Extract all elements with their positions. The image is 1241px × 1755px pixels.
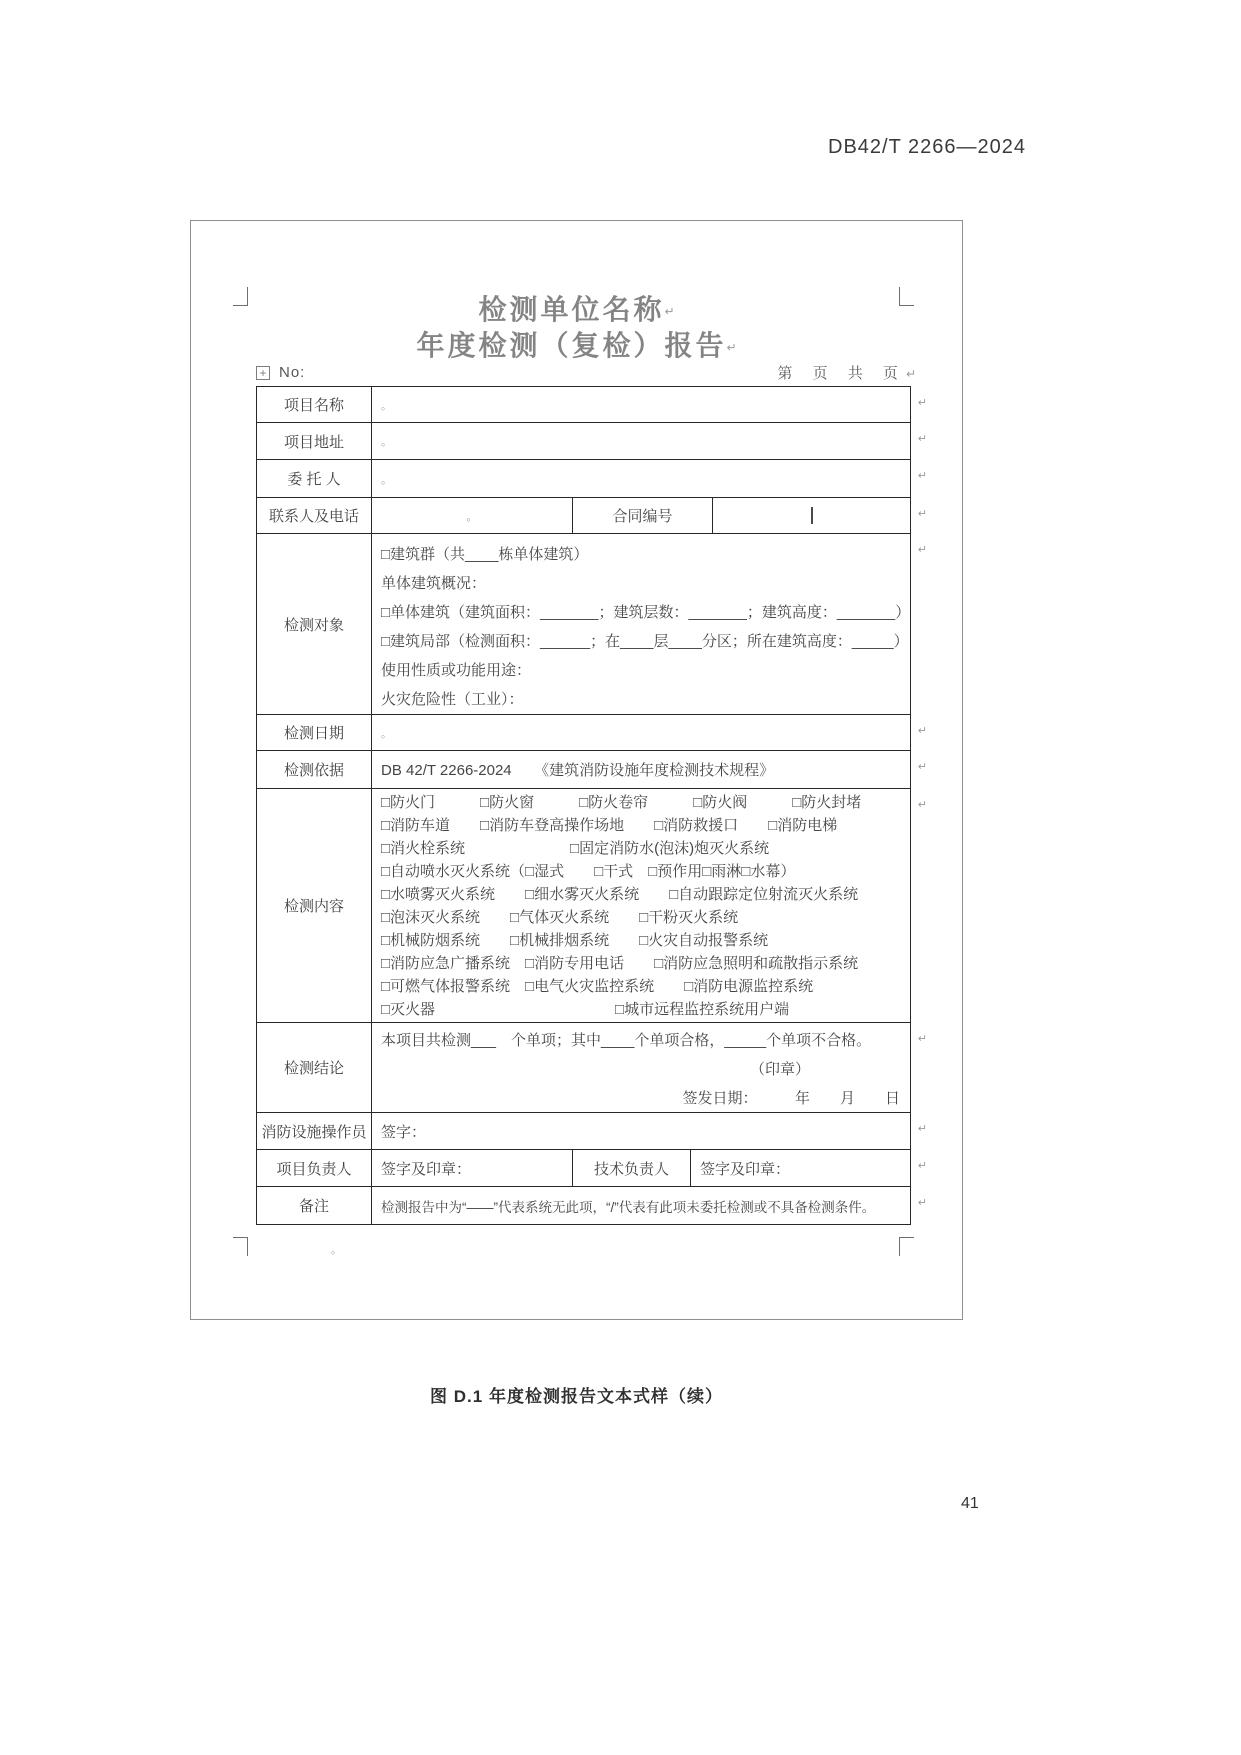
end-of-cell-mark: 。 (381, 436, 392, 448)
cell-contact-value (372, 498, 572, 533)
pagination-group (777, 362, 916, 383)
table-row-inspection-date (257, 714, 927, 750)
table-row-inspection-content (257, 788, 927, 1022)
row-label-project-manager: 项目负责人 (257, 1150, 372, 1186)
table-row-client (257, 459, 927, 497)
end-of-row-mark: ↵ (917, 799, 927, 811)
report-no-group (256, 364, 305, 382)
form-text-line: □机械防烟系统 □机械排烟系统 □火灾自动报警系统 (381, 932, 769, 949)
form-title-line2-wrap (191, 329, 962, 365)
end-of-row-mark: ↵ (917, 1123, 927, 1135)
form-title-line1-wrap (191, 293, 962, 329)
seal-placeholder: （印章） (749, 1061, 810, 1078)
cell-tech-manager-label (572, 1150, 690, 1186)
form-text-line: □消防车道 □消防车登高操作场地 □消防救援口 □消防电梯 (381, 817, 838, 834)
cell-project-name-value (372, 387, 910, 422)
remarks-text: 检测报告中为“——”代表系统无此项，“/”代表有此项未委托检测或不具备检测条件。 (381, 1199, 876, 1215)
form-title (191, 293, 962, 364)
row-label-remarks: 备注 (257, 1187, 372, 1224)
table-move-handle-icon: + (256, 366, 270, 380)
form-text-line: □可燃气体报警系统 □电气火灾监控系统 □消防电源监控系统 (381, 978, 814, 995)
cell-project-address-value (372, 423, 910, 459)
form-title-line1: 检测单位名称 (478, 294, 665, 325)
cell-pm-signature (372, 1150, 572, 1186)
row-label-contact: 联系人及电话 (257, 498, 372, 533)
sign-date-line: 签发日期： 年 月 日 (682, 1090, 900, 1107)
table-row-inspection-target (257, 533, 927, 714)
tech-manager-label: 技术负责人 (593, 1160, 669, 1178)
form-text-line: □建筑局部（检测面积：______；在____层____分区；所在建筑高度：_____） (381, 633, 909, 650)
pm-signature-label: 签字及印章： (381, 1160, 472, 1178)
return-mark-icon: ↵ (905, 367, 916, 382)
return-mark-icon: ↵ (664, 304, 675, 319)
cell-contract-label (572, 498, 712, 533)
cell-remarks (372, 1187, 910, 1224)
row-label-inspection-content: 检测内容 (257, 789, 372, 1022)
cell-inspection-basis (372, 751, 910, 788)
text-boundary-mark (233, 1237, 248, 1256)
table-row-project-name (257, 387, 927, 422)
tech-signature-label: 签字及印章： (700, 1160, 791, 1178)
end-of-row-mark: ↵ (917, 725, 927, 737)
cell-inspection-content (372, 789, 910, 1022)
end-of-row-mark: ↵ (917, 508, 927, 520)
end-of-cell-mark: 。 (381, 399, 392, 412)
row-label-project-name: 项目名称 (257, 387, 372, 422)
form-text-line: □防火门 □防火窗 □防火卷帘 □防火阀 □防火封堵 (381, 794, 862, 811)
form-text-line: □单体建筑（建筑面积：_______；建筑层数：_______；建筑高度：_______） (381, 604, 910, 621)
cell-inspection-date-value (372, 715, 910, 750)
form-text-line: □水喷雾灭火系统 □细水雾灭火系统 □自动跟踪定位射流灭火系统 (381, 886, 859, 903)
end-of-cell-mark: 。 (381, 727, 392, 740)
row-label-project-address: 项目地址 (257, 423, 372, 459)
row-label-operator: 消防设施操作员 (257, 1113, 372, 1149)
table-row-remarks (257, 1186, 927, 1224)
report-no-label: No: (279, 363, 306, 381)
end-of-cell-mark: 。 (381, 473, 392, 486)
report-form-sheet (190, 220, 963, 1320)
end-of-row-mark: ↵ (917, 544, 927, 556)
cell-conclusion (372, 1023, 910, 1112)
end-of-row-mark: ↵ (917, 433, 927, 445)
table-row-contact (257, 497, 927, 533)
form-text-line: □建筑群（共____栋单体建筑） (381, 546, 589, 563)
conclusion-summary-line: 本项目共检测___ 个单项；其中____个单项合格，_____个单项不合格。 (381, 1032, 872, 1049)
table-row-inspection-basis (257, 750, 927, 788)
return-mark-icon: ↵ (726, 340, 737, 355)
row-label-inspection-target: 检测对象 (257, 534, 372, 714)
form-text-line: □自动喷水灭火系统（□湿式 □干式 □预作用□雨淋□水幕） (381, 863, 796, 880)
end-of-row-mark: ↵ (917, 470, 927, 482)
table-row-project-address (257, 422, 927, 459)
form-header-row (256, 361, 916, 384)
pagination-label: 第 页 共 页 (777, 365, 906, 382)
row-label-client: 委 托 人 (257, 460, 372, 497)
form-text-line: □消防应急广播系统 □消防专用电话 □消防应急照明和疏散指示系统 (381, 955, 859, 972)
form-text-line: □灭火器 □城市远程监控系统用户端 (381, 1001, 790, 1018)
cell-client-value (372, 460, 910, 497)
report-table (256, 386, 927, 1225)
inspection-basis-text: DB 42/T 2266-2024 《建筑消防设施年度检测技术规程》 (381, 762, 775, 779)
table-row-operator (257, 1112, 927, 1149)
end-of-row-mark: ↵ (917, 1160, 927, 1172)
end-of-row-mark: ↵ (917, 761, 927, 773)
operator-signature-label: 签字： (381, 1123, 427, 1141)
cell-contract-value (712, 498, 910, 533)
standard-number: DB42/T 2266—2024 (828, 136, 1026, 158)
row-label-inspection-basis: 检测依据 (257, 751, 372, 788)
text-cursor (811, 507, 813, 524)
cell-inspection-target (372, 534, 910, 714)
table-row-managers (257, 1149, 927, 1186)
row-label-conclusion: 检测结论 (257, 1023, 372, 1112)
end-of-row-mark: ↵ (917, 1197, 927, 1209)
form-title-line2: 年度检测（复检）报告 (416, 329, 727, 361)
end-of-cell-mark: 。 (466, 510, 478, 523)
page-number: 41 (961, 1495, 979, 1512)
end-of-cell-mark: 。 (331, 1244, 342, 1256)
form-text-line: 火灾危险性（工业）： (381, 691, 524, 708)
form-text-line: □消火栓系统 □固定消防水(泡沫)炮灭火系统 (381, 840, 770, 857)
table-row-conclusion (257, 1022, 927, 1112)
contract-number-label: 合同编号 (612, 508, 673, 525)
figure-caption: 图 D.1 年度检测报告文本式样（续） (430, 1387, 723, 1406)
row-label-inspection-date: 检测日期 (257, 715, 372, 750)
text-boundary-mark (899, 1237, 914, 1256)
cell-contact-group (372, 498, 910, 533)
end-of-row-mark: ↵ (917, 397, 927, 409)
cell-tech-signature (690, 1150, 910, 1186)
form-text-line: 使用性质或功能用途： (381, 662, 532, 679)
form-text-line: 单体建筑概况： (381, 575, 487, 592)
cell-managers-group (372, 1150, 910, 1186)
end-of-row-mark: ↵ (917, 1033, 927, 1045)
cell-operator-signature (372, 1113, 910, 1149)
form-text-line: □泡沫灭火系统 □气体灭火系统 □干粉灭火系统 (381, 909, 739, 926)
